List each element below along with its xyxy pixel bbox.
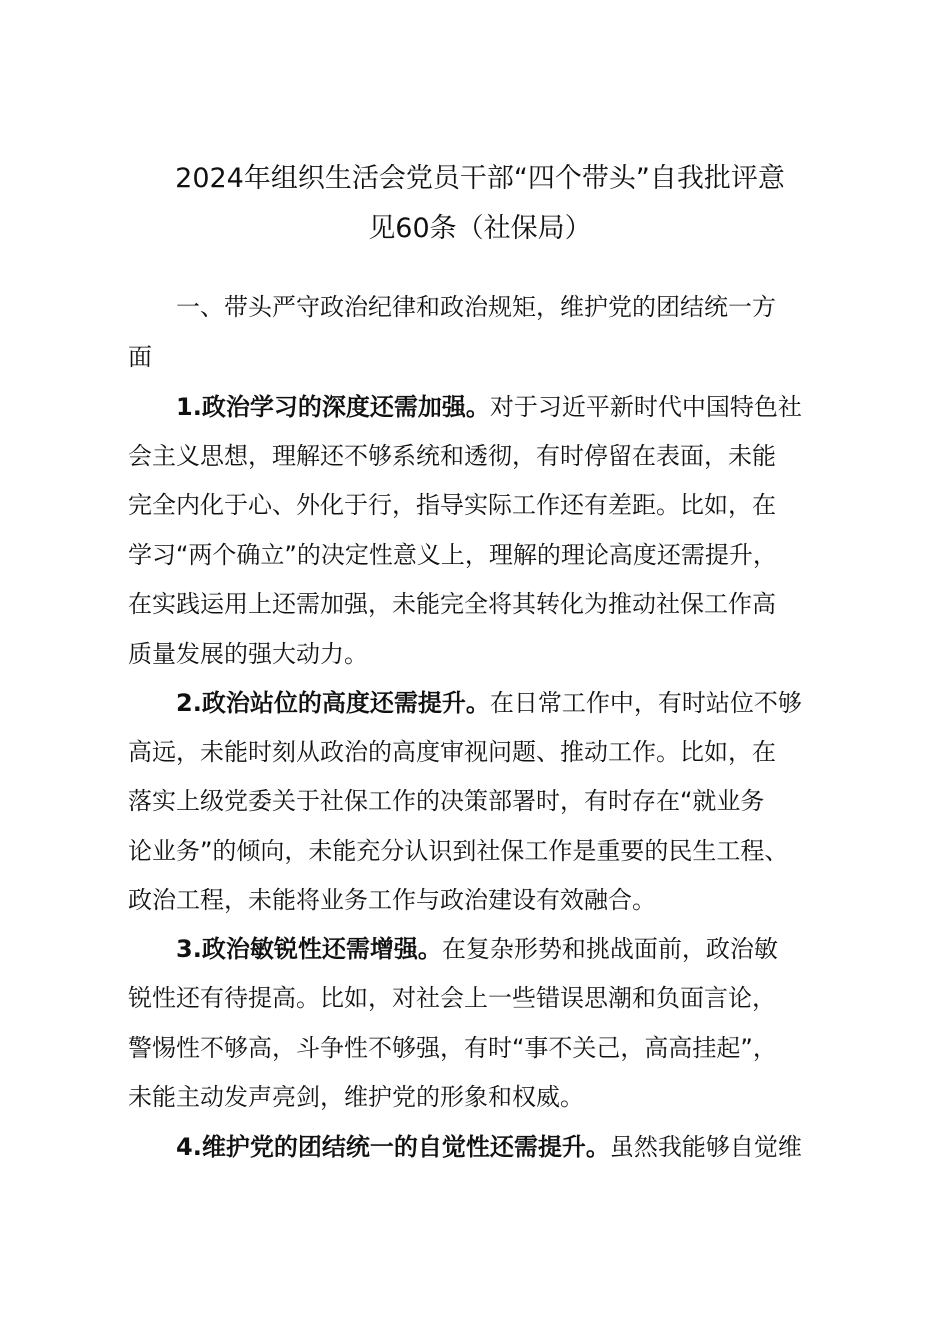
paragraph-1-line: 在实践运用上还需加强，未能完全将其转化为推动社保工作高: [128, 590, 776, 618]
paragraph-1-line: 质量发展的强大动力。: [128, 640, 368, 668]
section-heading-line-2: 面: [128, 343, 152, 371]
paragraph-2-text: 在日常工作中，有时站位不够: [489, 689, 802, 717]
document-title-line-1: 2024年组织生活会党员干部“四个带头”自我批评意: [175, 163, 785, 194]
paragraph-1-line: 学习“两个确立”的决定性意义上，理解的理论高度还需提升，: [128, 541, 777, 569]
paragraph-3-line: 锐性还有待提高。比如，对社会上一些错误思潮和负面言论，: [128, 984, 776, 1012]
paragraph-3-first-line: [176, 934, 778, 964]
paragraph-4-text: 虽然我能够自觉维: [609, 1133, 802, 1161]
section-heading-line-1: 一、带头严守政治纪律和政治规矩，维护党的团结统一方: [176, 293, 776, 321]
paragraph-3-text: 在复杂形势和挑战面前，政治敏: [441, 935, 778, 963]
paragraph-2-first-line: [176, 688, 802, 718]
paragraph-2-line: 落实上级党委关于社保工作的决策部署时，有时存在“就业务: [128, 787, 765, 815]
paragraph-2-line: 高远，未能时刻从政治的高度审视问题、推动工作。比如，在: [128, 738, 776, 766]
paragraph-3-line: 未能主动发声亮剑，维护党的形象和权威。: [128, 1083, 584, 1111]
paragraph-3-line: 警惕性不够高，斗争性不够强，有时“事不关己，高高挂起”，: [128, 1034, 777, 1062]
paragraph-4-first-line: [176, 1132, 802, 1162]
paragraph-1-line: 会主义思想，理解还不够系统和透彻，有时停留在表面，未能: [128, 442, 776, 470]
document-title-line-2: 见60条（社保局）: [368, 213, 592, 244]
paragraph-1-heading: 1.政治学习的深度还需加强。: [176, 393, 490, 421]
paragraph-1-line: 完全内化于心、外化于行，指导实际工作还有差距。比如，在: [128, 491, 776, 519]
paragraph-1-first-line: [176, 392, 802, 422]
paragraph-2-line: 政治工程，未能将业务工作与政治建设有效融合。: [128, 886, 656, 914]
paragraph-2-line: 论业务”的倾向，未能充分认识到社保工作是重要的民生工程、: [128, 837, 789, 865]
paragraph-4-heading: 4.维护党的团结统一的自觉性还需提升。: [176, 1133, 610, 1161]
paragraph-3-heading: 3.政治敏锐性还需增强。: [176, 935, 442, 963]
paragraph-2-heading: 2.政治站位的高度还需提升。: [176, 689, 490, 717]
paragraph-1-text: 对于习近平新时代中国特色社: [489, 393, 802, 421]
